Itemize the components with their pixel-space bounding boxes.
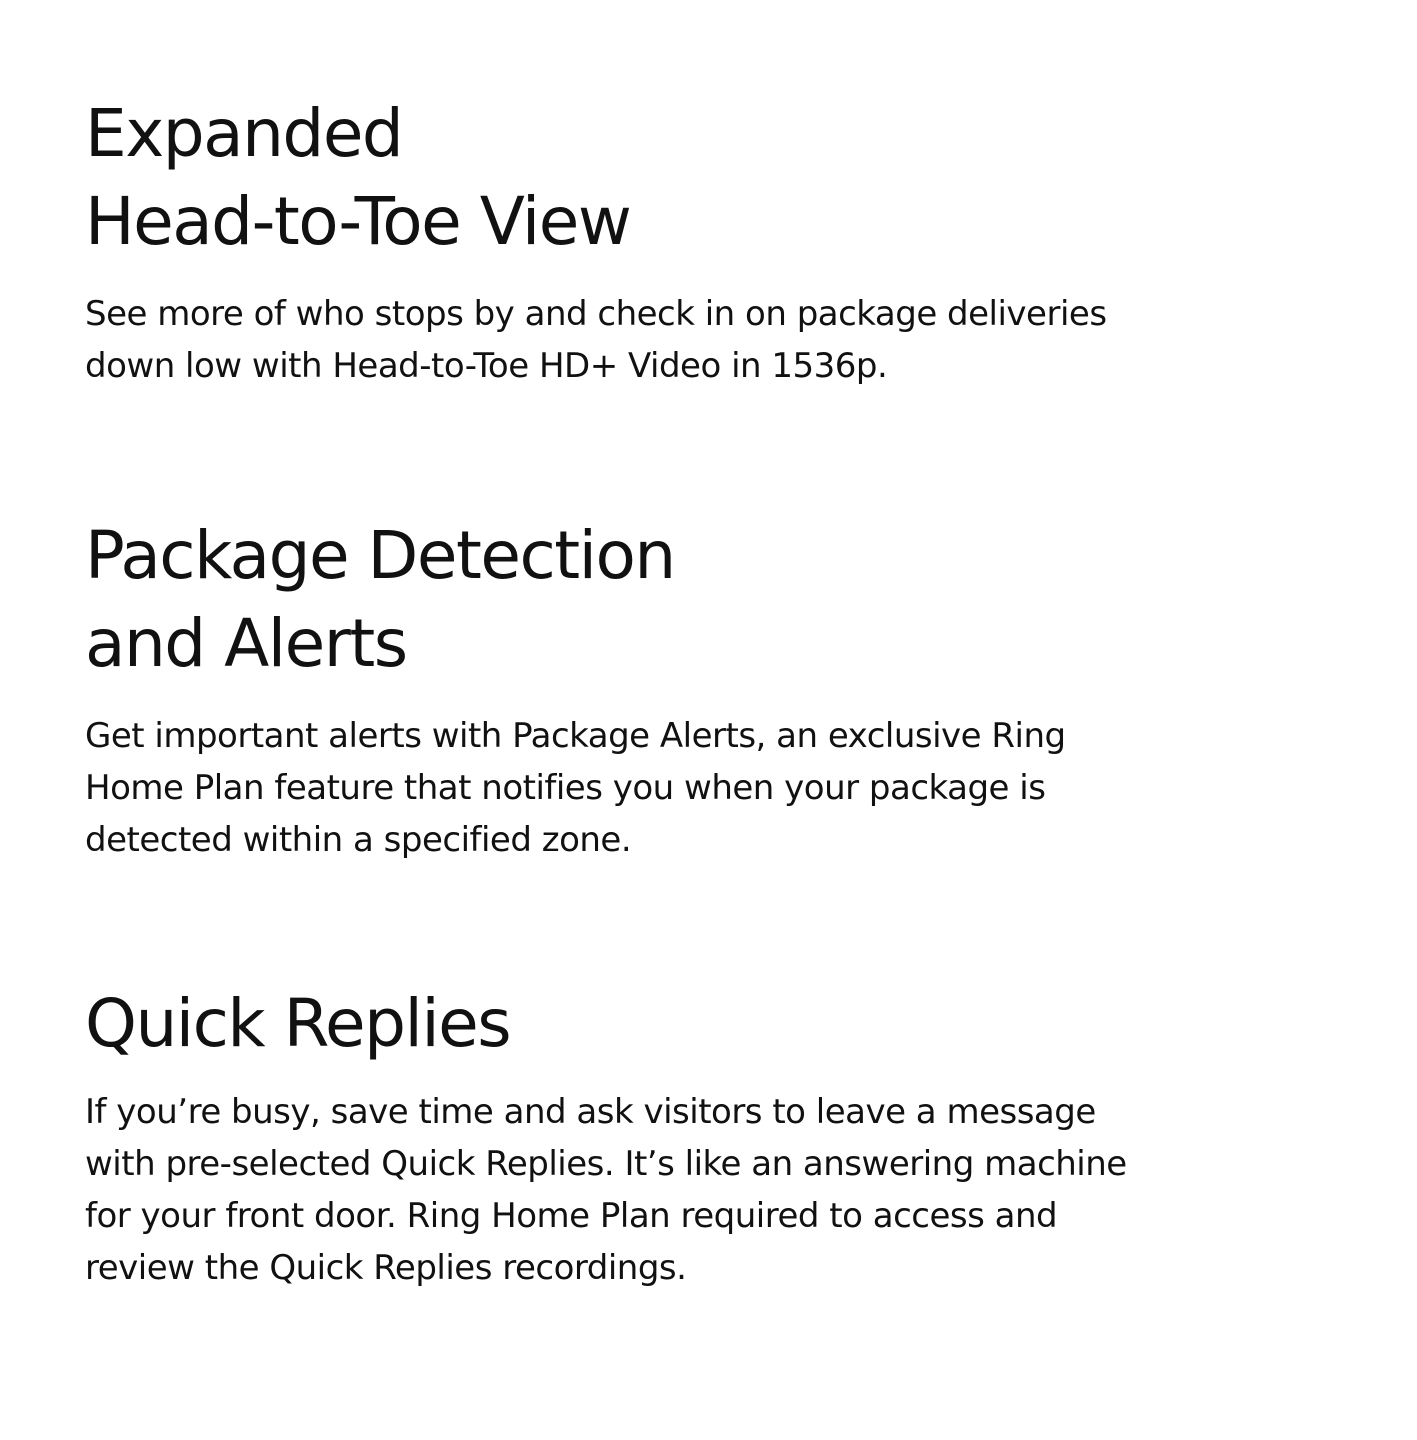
title-line: Head-to-Toe View (85, 183, 631, 260)
description-line: detected within a specified zone. (85, 820, 632, 860)
section-description (85, 1086, 1235, 1294)
description-line: See more of who stops by and check in on package deliveries (85, 294, 1107, 334)
title-line: Package Detection (85, 517, 675, 594)
description-line: review the Quick Replies recordings. (85, 1248, 687, 1288)
feature-section-head-to-toe (85, 90, 1235, 392)
description-line: Get important alerts with Package Alerts, an exclusive Ring (85, 716, 1066, 756)
section-title (85, 980, 1235, 1068)
section-description (85, 710, 1235, 866)
title-line: Quick Replies (85, 985, 511, 1062)
description-line: for your front door. Ring Home Plan required to access and (85, 1196, 1058, 1236)
title-line: and Alerts (85, 605, 407, 682)
feature-section-quick-replies (85, 980, 1235, 1294)
description-line: If you’re busy, save time and ask visitors to leave a message (85, 1092, 1096, 1132)
description-line: down low with Head-to-Toe HD+ Video in 1536p. (85, 346, 888, 386)
section-title (85, 90, 1235, 266)
description-line: with pre-selected Quick Replies. It’s like an answering machine (85, 1144, 1127, 1184)
feature-section-package-detection (85, 512, 1235, 866)
section-description (85, 288, 1235, 392)
section-title (85, 512, 1235, 688)
title-line: Expanded (85, 95, 403, 172)
description-line: Home Plan feature that notifies you when your package is (85, 768, 1046, 808)
